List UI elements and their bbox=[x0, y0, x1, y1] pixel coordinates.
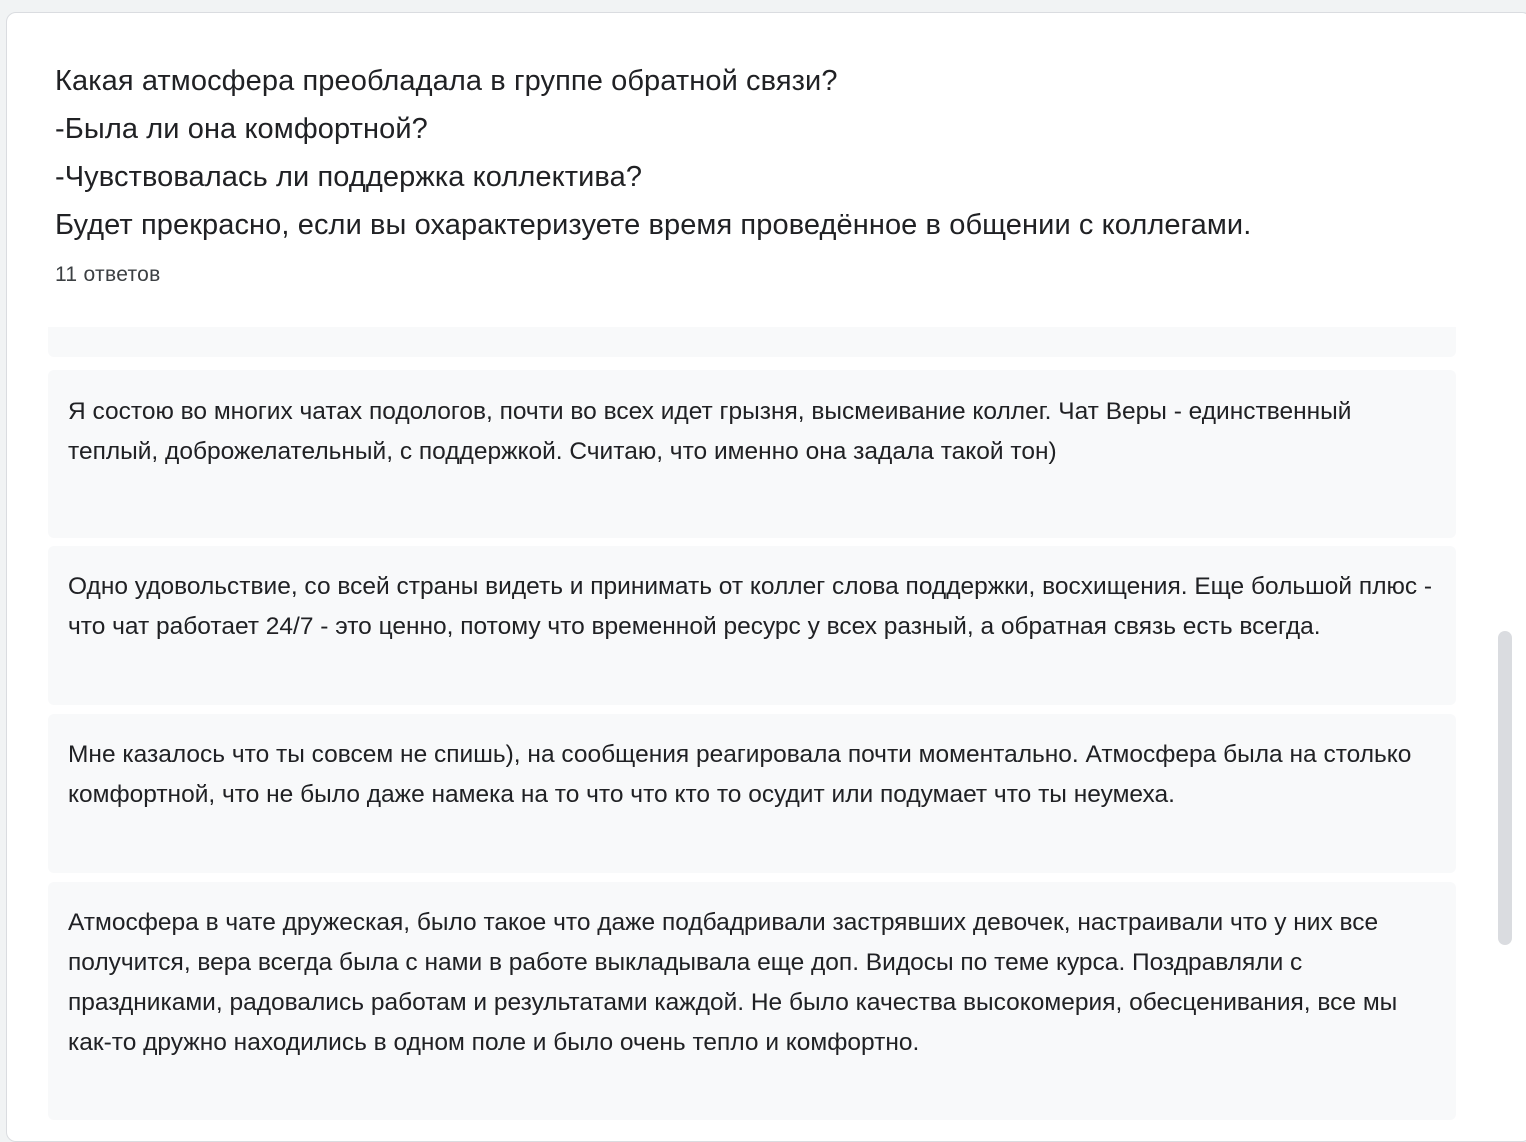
response-item bbox=[48, 370, 1456, 538]
scrollbar-thumb[interactable] bbox=[1498, 631, 1512, 945]
response-item bbox=[48, 546, 1456, 705]
response-count: 11 ответов bbox=[55, 263, 161, 286]
question-title bbox=[55, 57, 1475, 249]
question-line: Какая атмосфера преобладала в группе обратной связи? bbox=[55, 65, 838, 97]
question-line: -Чувствовалась ли поддержка коллектива? bbox=[55, 161, 643, 193]
question-line: Будет прекрасно, если вы охарактеризуете время проведённое в общении с коллегами. bbox=[55, 209, 1252, 241]
response-text: Я состою во многих чатах подологов, почти во всех идет грызня, высмеивание коллег. Чат Веры - единственный теплый, доброжелательный, с поддержкой. Считаю, что именно она задала такой тон) bbox=[68, 398, 1352, 465]
response-item-partial bbox=[48, 327, 1456, 357]
response-item bbox=[48, 714, 1456, 873]
question-line: -Была ли она комфортной? bbox=[55, 113, 428, 145]
response-text: Атмосфера в чате дружеская, было такое что даже подбадривали застрявших девочек, настраивали что у них все получится, вера всегда была с нами в работе выкладывала еще доп. Видосы по теме курса. Поздравляли с праздниками, радовались работам и результатами каждой. Не было качества высокомерия, обесценивания, все мы как-то дружно находились в одном поле и было очень тепло и комфортно. bbox=[68, 909, 1398, 1056]
responses-scrollbar[interactable] bbox=[1498, 327, 1512, 1117]
response-text: Одно удовольствие, со всей страны видеть и принимать от коллег слова поддержки, восхищения. Еще большой плюс - что чат работает 24/7 - это ценно, потому что временной ресурс у всех разный, а обратная связь есть всегда. bbox=[68, 573, 1433, 640]
responses-list[interactable] bbox=[48, 327, 1456, 1128]
response-text: Мне казалось что ты совсем не спишь), на сообщения реагировала почти моментально. Атмосфера была на столько комфортной, что не было даже намека на то что что кто то осудит или подумает что ты неумеха. bbox=[68, 741, 1412, 808]
response-item bbox=[48, 882, 1456, 1120]
